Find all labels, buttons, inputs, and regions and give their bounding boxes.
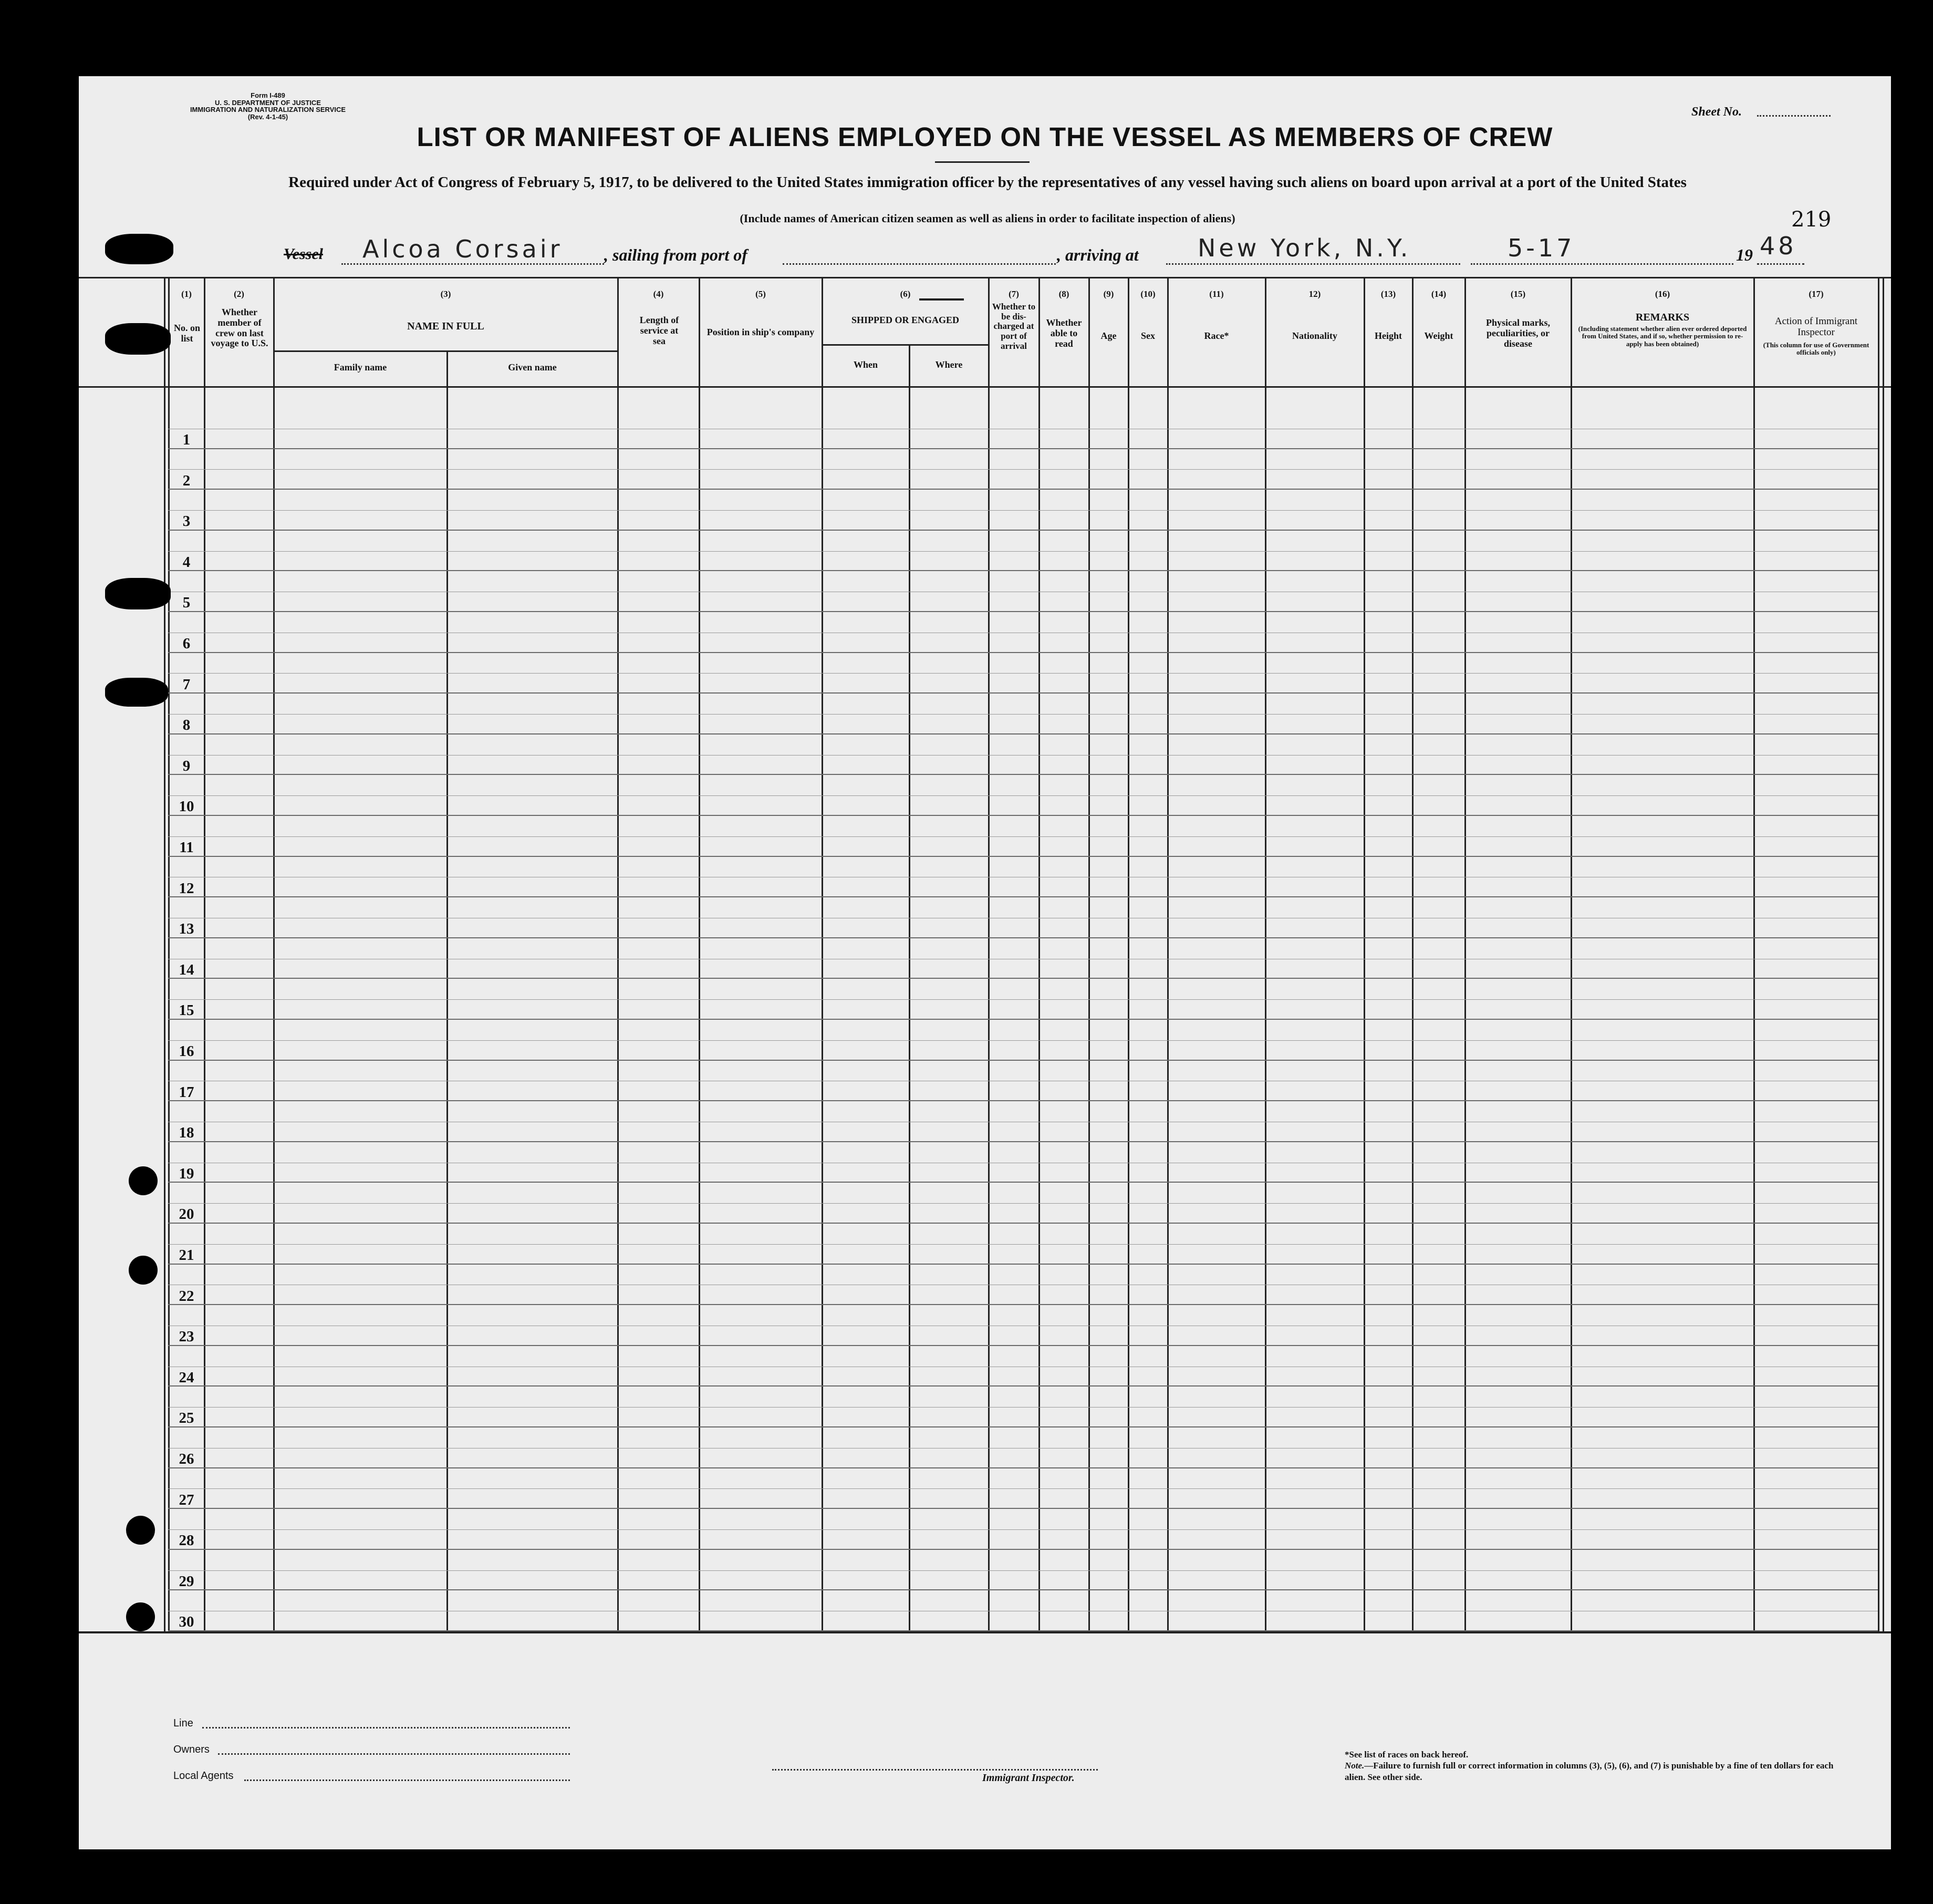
col6-where: Where — [935, 359, 963, 370]
col16-header: REMARKS — [1635, 312, 1690, 323]
col15-number: (15) — [1510, 289, 1526, 299]
col3-header: NAME IN FULL — [407, 320, 484, 332]
row-subrule — [168, 795, 1878, 796]
row-subrule — [168, 1244, 1878, 1245]
col7-header: Whether to be dis-charged at port of arrival — [992, 302, 1036, 351]
col8-number: (8) — [1058, 289, 1069, 299]
sheet-number-field — [1757, 115, 1831, 117]
vessel-label: Vessel — [284, 245, 323, 263]
row-rule — [168, 448, 1878, 449]
row-number: 18 — [179, 1124, 194, 1141]
sailing-label: , sailing from port of — [604, 245, 747, 264]
vessel-name: Alcoa Corsair — [362, 235, 563, 263]
row-subrule — [168, 1488, 1878, 1489]
row-number: 14 — [179, 961, 194, 978]
row-rule — [168, 1141, 1878, 1142]
row-rule — [168, 1100, 1878, 1101]
col1-number: (1) — [181, 289, 192, 299]
row-subrule — [168, 673, 1878, 674]
row-number: 24 — [179, 1369, 194, 1386]
row-rule — [168, 1223, 1878, 1224]
row-number: 10 — [179, 798, 194, 815]
col10-number: (10) — [1140, 289, 1156, 299]
row-rule — [168, 733, 1878, 734]
row-rule — [168, 1589, 1878, 1590]
row-number: 3 — [182, 513, 191, 530]
local-agents-label: Local Agents — [173, 1770, 234, 1782]
col6-header: SHIPPED OR ENGAGED — [851, 315, 960, 325]
row-rule — [168, 652, 1878, 653]
col6-mark — [919, 298, 964, 301]
line-field — [202, 1727, 570, 1729]
row-number: 28 — [179, 1532, 194, 1549]
inspector-label: Immigrant Inspector. — [982, 1772, 1075, 1784]
manifest-sheet — [79, 76, 1891, 1849]
col13-number: (13) — [1380, 289, 1396, 299]
col8-header: Whether able to read — [1046, 317, 1082, 349]
sailing-field-line — [783, 263, 1056, 265]
torn-hole — [105, 678, 168, 707]
row-number: 12 — [179, 880, 194, 897]
col6-when: When — [853, 359, 878, 370]
row-rule — [168, 1182, 1878, 1183]
row-number: 21 — [179, 1247, 194, 1264]
col17-header: Action of Immigrant Inspector — [1774, 316, 1858, 338]
arrival-year: 48 — [1760, 232, 1797, 260]
vessel-field-line — [341, 263, 604, 265]
binder-hole — [126, 1602, 155, 1631]
row-subrule — [168, 1203, 1878, 1204]
inspector-signature-line — [772, 1769, 1098, 1771]
row-number: 6 — [182, 635, 191, 652]
col5-header: Position in ship's company — [706, 327, 815, 337]
arriving-field-line — [1166, 263, 1460, 265]
torn-hole — [105, 323, 171, 355]
row-rule — [168, 1060, 1878, 1061]
col12-number: 12) — [1308, 289, 1321, 299]
col12-header: Nationality — [1292, 330, 1337, 341]
col4-number: (4) — [653, 289, 664, 299]
row-number: 2 — [182, 472, 191, 489]
col3-given-name: Given name — [508, 362, 557, 372]
col9-number: (9) — [1103, 289, 1114, 299]
col17-subheader: (This column for use of Government officials only) — [1763, 341, 1869, 357]
owners-field — [218, 1753, 570, 1755]
torn-hole — [105, 578, 171, 609]
year-field-line — [1757, 263, 1804, 265]
row-rule — [168, 1264, 1878, 1265]
row-number: 27 — [179, 1492, 194, 1508]
col10-header: Sex — [1141, 330, 1155, 341]
row-number: 23 — [179, 1328, 194, 1345]
note-prefix: Note. — [1345, 1761, 1365, 1771]
row-rule — [168, 978, 1878, 979]
col3-family-name: Family name — [334, 362, 387, 372]
row-number: 29 — [179, 1573, 194, 1590]
col14-header: Weight — [1424, 330, 1453, 341]
row-rule — [168, 611, 1878, 612]
col2-header: Whether member of crew on last voyage to U.S. — [211, 307, 268, 349]
binder-hole — [129, 1166, 158, 1195]
service: IMMIGRATION AND NATURALIZATION SERVICE — [190, 106, 346, 114]
form-id-block — [173, 92, 362, 121]
row-rule — [168, 1385, 1878, 1386]
col3-number: (3) — [440, 289, 451, 299]
row-subrule — [168, 510, 1878, 511]
row-rule — [168, 570, 1878, 571]
owners-label: Owners — [173, 1744, 210, 1755]
subtitle: Required under Act of Congress of February 5, 1917, to be delivered to the United States immigration officer by the representatives of any vessel having such aliens on board upon arrival at a port of the United States — [288, 174, 1687, 191]
row-number: 16 — [179, 1043, 194, 1060]
stamp-number: 219 — [1791, 208, 1832, 232]
year-prefix: 19 — [1736, 245, 1753, 264]
col14-number: (14) — [1431, 289, 1447, 299]
col11-number: (11) — [1209, 289, 1224, 299]
row-rule — [168, 1630, 1878, 1631]
note-text: —Failure to furnish full or correct information in columns (3), (5), (6), and (7) is punishable by a fine of ten dollars for each alien. See other side. — [1345, 1761, 1834, 1783]
row-number: 20 — [179, 1206, 194, 1223]
row-rule — [168, 530, 1878, 531]
col16-number: (16) — [1655, 289, 1670, 299]
col4-header: Length of service at sea — [639, 315, 679, 346]
row-subrule — [168, 1570, 1878, 1571]
row-number: 19 — [179, 1165, 194, 1182]
row-number: 22 — [179, 1288, 194, 1305]
row-subrule — [168, 755, 1878, 756]
arriving-port: New York, N.Y. — [1198, 234, 1411, 262]
row-rule — [168, 856, 1878, 857]
row-rule — [168, 937, 1878, 938]
title-underline — [935, 161, 1030, 163]
row-rule — [168, 896, 1878, 897]
row-number: 13 — [179, 920, 194, 937]
binder-hole — [129, 1256, 158, 1285]
line-label: Line — [173, 1717, 193, 1729]
col9-header: Age — [1100, 330, 1117, 341]
row-subrule — [168, 999, 1878, 1000]
row-number: 26 — [179, 1451, 194, 1467]
row-subrule — [168, 551, 1878, 552]
row-number: 17 — [179, 1084, 194, 1101]
row-rule — [168, 1467, 1878, 1468]
col11-header: Race* — [1204, 330, 1229, 341]
row-number: 1 — [182, 431, 191, 448]
penalty-note — [1345, 1760, 1838, 1783]
row-rule — [168, 1304, 1878, 1305]
col17-number: (17) — [1809, 289, 1824, 299]
row-subrule — [168, 469, 1878, 470]
revision: (Rev. 4-1-45) — [247, 112, 288, 121]
page-title: LIST OR MANIFEST OF ALIENS EMPLOYED ON THE VESSEL AS MEMBERS OF CREW — [417, 122, 1553, 152]
col15-header: Physical marks, peculiarities, or disease — [1485, 317, 1550, 349]
row-rule — [168, 774, 1878, 775]
col5-number: (5) — [755, 289, 766, 299]
col6-number: (6) — [900, 289, 911, 299]
row-number: 9 — [182, 758, 191, 774]
races-note: *See list of races on back hereof. — [1345, 1750, 1469, 1760]
row-number: 30 — [179, 1613, 194, 1630]
row-number: 7 — [182, 676, 191, 693]
row-subrule — [168, 836, 1878, 837]
col2-number: (2) — [234, 289, 244, 299]
col1-header: No. on list — [173, 323, 200, 344]
col13-header: Height — [1375, 330, 1402, 341]
row-rule — [168, 1426, 1878, 1427]
col7-number: (7) — [1009, 289, 1019, 299]
row-rule — [168, 815, 1878, 816]
row-rule — [168, 692, 1878, 694]
arriving-label: , arriving at — [1057, 245, 1139, 264]
row-number: 8 — [182, 717, 191, 733]
form-number: Form I-489 — [251, 91, 285, 99]
row-rule — [168, 1019, 1878, 1020]
sheet-number-label: Sheet No. — [1691, 105, 1742, 119]
row-number: 15 — [179, 1002, 194, 1019]
row-number: 5 — [182, 594, 191, 611]
local-agents-field — [244, 1779, 570, 1781]
row-rule — [168, 1549, 1878, 1550]
row-number: 25 — [179, 1410, 194, 1426]
torn-hole — [105, 234, 173, 264]
include-note: (Include names of American citizen seamen as well as aliens in order to facilitate inspection of aliens) — [740, 212, 1235, 225]
row-rule — [168, 489, 1878, 490]
row-number: 4 — [182, 554, 191, 571]
arrival-date: 5-17 — [1508, 234, 1575, 262]
row-subrule — [168, 1040, 1878, 1041]
row-subrule — [168, 1529, 1878, 1530]
row-rule — [168, 1508, 1878, 1509]
date-field-line — [1471, 263, 1733, 265]
row-subrule — [168, 714, 1878, 715]
department: U. S. DEPARTMENT OF JUSTICE — [215, 98, 321, 107]
row-rule — [168, 1345, 1878, 1346]
row-number: 11 — [179, 839, 194, 856]
row-subrule — [168, 1407, 1878, 1408]
binder-hole — [126, 1516, 155, 1545]
col16-subheader: (Including statement whether alien ever ordered deported from United States, and if so, whether permission to re-apply has been obtained) — [1578, 325, 1747, 348]
